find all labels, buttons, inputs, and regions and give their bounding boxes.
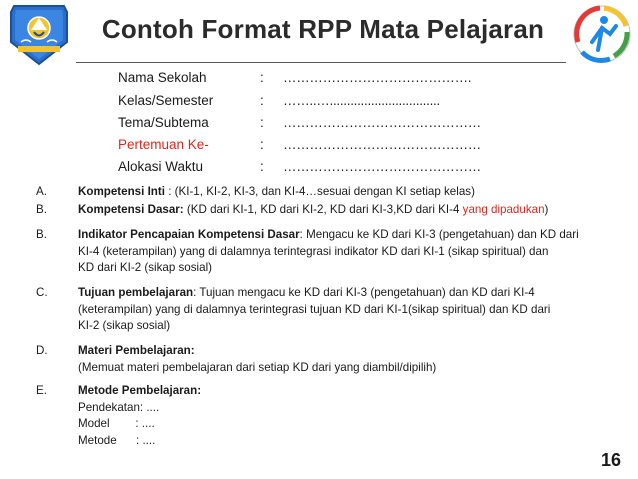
section-letter: B. <box>36 228 47 241</box>
page-number: 16 <box>601 450 622 470</box>
field-label: Tema/Subtema <box>118 115 209 130</box>
field-value: ……………………………………… <box>283 159 482 174</box>
section-red-text: yang dipadukan <box>462 203 545 216</box>
section-close: ) <box>544 203 549 216</box>
section-heading: Kompetensi Inti <box>78 185 165 198</box>
field-value: ……………………………………… <box>283 137 482 152</box>
field-value: ……..…................................ <box>283 93 440 108</box>
section-heading: Materi Pembelajaran: <box>78 344 195 357</box>
section-line: (keterampilan) yang di dalamnya terintegrasi tujuan KD dari KI-1(sikap spiritual) dan KD dari <box>78 302 551 316</box>
field-label: Alokasi Waktu <box>118 159 204 174</box>
field-colon: : <box>260 159 264 174</box>
field-label: Nama Sekolah <box>118 70 207 85</box>
section-heading: Metode Pembelajaran: <box>78 384 202 397</box>
section-heading: Tujuan pembelajaran <box>78 286 194 299</box>
section-heading: Kompetensi Dasar: <box>78 203 184 216</box>
section-line: KI-2 (sikap sosial) <box>78 319 171 332</box>
field-value: ……………………………………… <box>283 115 482 130</box>
field-label: Pertemuan Ke- <box>118 137 209 152</box>
field-label: Kelas/Semester <box>118 93 214 108</box>
section-line: Model : .... <box>78 417 155 430</box>
field-colon: : <box>260 93 264 108</box>
section-letter: E. <box>36 384 47 397</box>
section-line: Metode : .... <box>78 433 156 447</box>
field-value: ……………………………………. <box>283 70 472 85</box>
section-line: KD dari KI-2 (sikap sosial) <box>78 261 213 274</box>
section-heading: Indikator Pencapaian Kompetensi Dasar <box>78 228 300 241</box>
title-divider <box>76 62 566 63</box>
section-text: : (KI-1, KI-2, KI-3, dan KI-4…sesuai dengan KI setiap kelas) <box>164 185 475 198</box>
section-line: KI-4 (keterampilan) yang di dalamnya terintegrasi indikator KD dari KI-1 (sikap spiritual) dan <box>78 244 549 258</box>
section-text: : Tujuan mengacu ke KD dari KI-3 (pengetahuan) dan KD dari KI-4 <box>193 286 535 299</box>
section-letter: D. <box>36 344 48 357</box>
section-letter: B. <box>36 203 47 216</box>
tut-wuri-handayani-logo <box>6 4 72 66</box>
field-colon: : <box>260 137 264 152</box>
kurikulum-2013-logo <box>570 2 634 66</box>
field-colon: : <box>260 70 264 85</box>
section-letter: C. <box>36 286 48 299</box>
field-colon: : <box>260 115 264 130</box>
section-text: : Mengacu ke KD dari KI-3 (pengetahuan) dan KD dari <box>299 228 579 241</box>
section-line: Pendekatan: .... <box>78 400 160 414</box>
section-line: (Memuat materi pembelajaran dari setiap KD dari yang diambil/dipilih) <box>78 360 437 374</box>
section-text: (KD dari KI-1, KD dari KI-2, KD dari KI-3,KD dari KI-4 <box>183 203 463 216</box>
section-letter: A. <box>36 185 47 198</box>
page-title: Contoh Format RPP Mata Pelajaran <box>101 14 545 44</box>
